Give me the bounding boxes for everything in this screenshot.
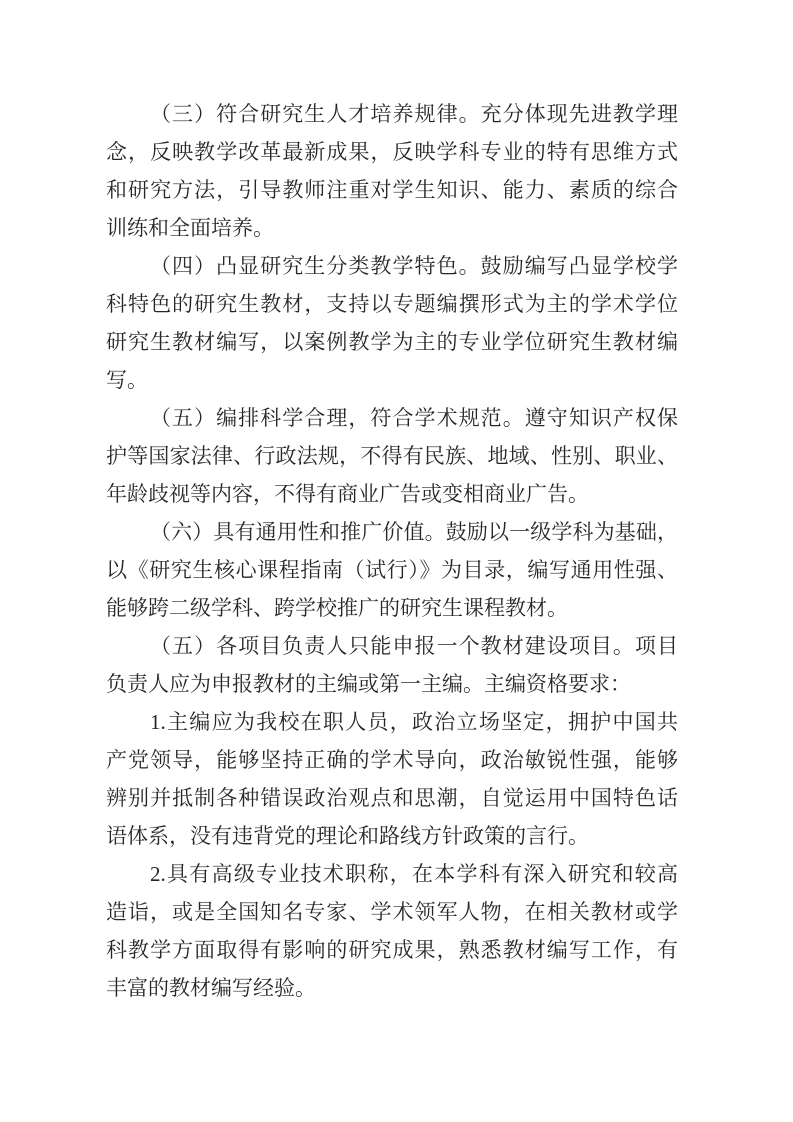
paragraph-item-6-generality-value xyxy=(106,513,678,627)
paragraph-editor-requirement-1 xyxy=(106,703,678,855)
paragraph-item-5-application-limit xyxy=(106,627,678,703)
text-line: 2.具有高级专业技术职称，在本学科有深入研究和较高 xyxy=(150,862,678,886)
text-line: （六）具有通用性和推广价值。鼓励以一级学科为基础， xyxy=(150,520,678,544)
text-line: 年龄歧视等内容，不得有商业广告或变相商业广告。 xyxy=(106,482,589,506)
text-line: 科教学方面取得有影响的研究成果，熟悉教材编写工作，有 xyxy=(106,938,678,962)
paragraph-item-4-classified-teaching xyxy=(106,247,678,399)
text-line: 护等国家法律、行政法规，不得有民族、地域、性别、职业、 xyxy=(106,444,678,468)
text-line: （五）编排科学合理，符合学术规范。遵守知识产权保 xyxy=(150,406,678,430)
paragraph-editor-requirement-2 xyxy=(106,855,678,1007)
text-line: 训练和全面培养。 xyxy=(106,216,274,240)
document-body xyxy=(106,95,678,1007)
text-line: 研究生教材编写，以案例教学为主的专业学位研究生教材编 xyxy=(106,330,678,354)
text-line: （三）符合研究生人才培养规律。充分体现先进教学理 xyxy=(150,102,678,126)
text-line: 和研究方法，引导教师注重对学生知识、能力、素质的综合 xyxy=(106,178,678,202)
text-line: 造诣，或是全国知名专家、学术领军人物，在相关教材或学 xyxy=(106,900,678,924)
text-line: 写。 xyxy=(106,368,148,392)
text-line: 1.主编应为我校在职人员，政治立场坚定，拥护中国共 xyxy=(150,710,678,734)
text-line: 科特色的研究生教材，支持以专题编撰形式为主的学术学位 xyxy=(106,292,678,316)
text-line: 以《研究生核心课程指南（试行）》为目录，编写通用性强、 xyxy=(106,558,678,582)
paragraph-item-5-academic-standards xyxy=(106,399,678,513)
text-line: 念，反映教学改革最新成果，反映学科专业的特有思维方式 xyxy=(106,140,678,164)
text-line: （五）各项目负责人只能申报一个教材建设项目。项目 xyxy=(150,634,678,658)
text-line: 丰富的教材编写经验。 xyxy=(106,976,316,1000)
text-line: （四）凸显研究生分类教学特色。鼓励编写凸显学校学 xyxy=(150,254,678,278)
text-line: 辨别并抵制各种错误政治观点和思潮，自觉运用中国特色话 xyxy=(106,786,678,810)
text-line: 负责人应为申报教材的主编或第一主编。主编资格要求： xyxy=(106,672,631,696)
text-line: 产党领导，能够坚持正确的学术导向，政治敏锐性强，能够 xyxy=(106,748,678,772)
paragraph-item-3-training-rules xyxy=(106,95,678,247)
text-line: 语体系，没有违背党的理论和路线方针政策的言行。 xyxy=(106,824,589,848)
text-line: 能够跨二级学科、跨学校推广的研究生课程教材。 xyxy=(106,596,568,620)
